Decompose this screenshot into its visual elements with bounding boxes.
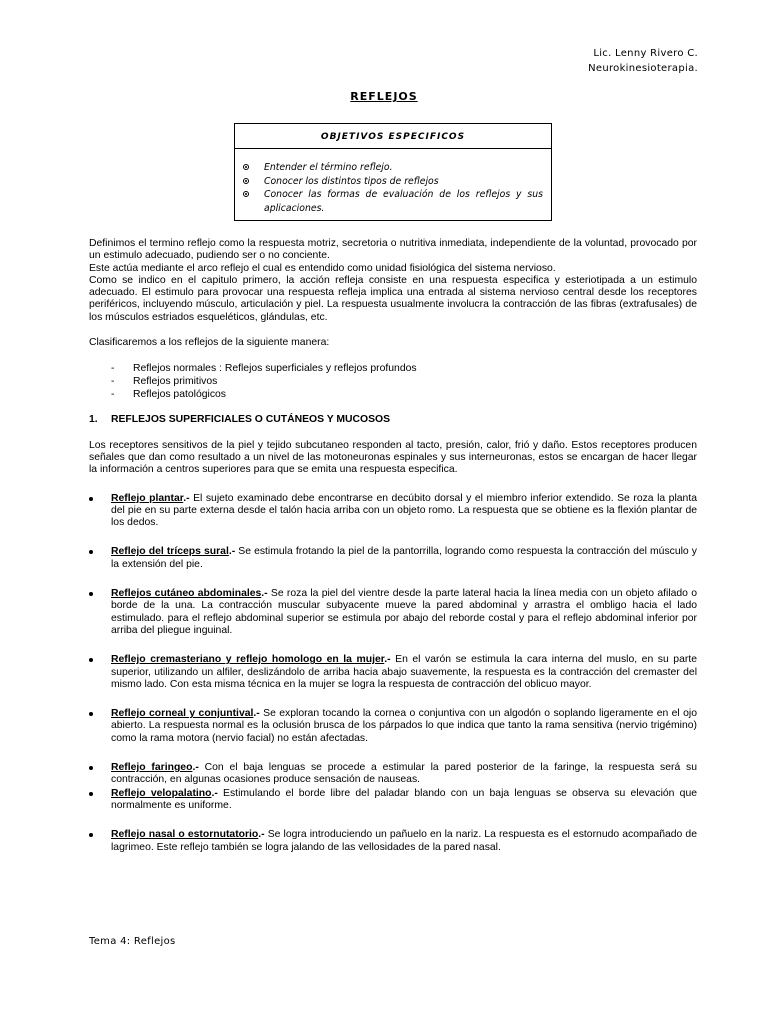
- bullet-dot-icon: [89, 712, 93, 716]
- reflex-suffix: .-: [192, 762, 199, 774]
- objective-item: [243, 188, 543, 215]
- reflex-suffix: .-: [384, 654, 391, 666]
- reflex-name: Reflejo plantar: [111, 492, 184, 504]
- objective-text: Entender el término reflejo.: [264, 162, 393, 173]
- reflex-name: Reflejo faringeo: [111, 762, 193, 774]
- objectives-box: [234, 123, 552, 221]
- intro-paragraph: Este actúa mediante el arco reflejo el cual es entendido como unidad fisiológica del sistema nervioso.: [89, 262, 556, 274]
- author-block: [588, 46, 698, 76]
- bullet-dot-icon: [89, 592, 93, 596]
- section-heading: [89, 414, 697, 426]
- reflex-name: Reflejo nasal o estornutatorio: [111, 829, 259, 841]
- circle-bullet-icon: [243, 178, 249, 184]
- objective-item: [243, 161, 543, 175]
- reflex-name: Reflejo del tríceps sural: [111, 546, 229, 558]
- list-item: - Reflejos patológicos: [111, 388, 697, 401]
- reflex-item: [89, 788, 697, 813]
- classification-intro: Clasificaremos a los reflejos de la siguiente manera:: [89, 337, 330, 349]
- reflex-suffix: .-: [258, 829, 265, 841]
- section-title: REFLEJOS SUPERFICIALES O CUTÁNEOS Y MUCOSOS: [111, 414, 391, 426]
- reflex-suffix: .-: [261, 588, 268, 600]
- reflex-description: Se exploran tocando la cornea o conjuntiva con un algodón o soplando ligeramente en el ojo abierto. La respuesta normal es la oclusión brusca de los párpados lo que indica que tanto la rama sensitiva (nervio trigémino) como la rama motora (nervio facial) no están afectadas.: [111, 708, 697, 744]
- classification-list: [89, 362, 697, 401]
- reflex-item: [89, 546, 697, 571]
- reflex-item: [89, 588, 697, 637]
- page-title: REFLEJOS: [350, 90, 418, 103]
- objective-item: [243, 175, 543, 189]
- reflex-suffix: .-: [253, 708, 260, 720]
- reflex-name: Reflejo cremasteriano y reflejo homologo en la mujer: [111, 654, 385, 666]
- reflex-item: [89, 708, 697, 745]
- reflex-item: [89, 829, 697, 854]
- intro-paragraph: Como se indico en el capitulo primero, la acción refleja consiste en una respuesta especifica y esteriotipada a un estimulo adecuado. El estimulo para provocar una respuesta refleja implica una entrada al sistema nervioso central desde los receptores periféricos, incluyendo músculo, articulación y piel. La respuesta usualmente involucra la contracción de las fibras (extrafusales) de los músculos estriados esqueléticos, glándulas, etc.: [89, 274, 697, 323]
- section-number: 1.: [89, 414, 98, 426]
- objectives-heading: OBJETIVOS ESPECIFICOS: [235, 124, 551, 149]
- objectives-list: [235, 149, 551, 215]
- bullet-dot-icon: [89, 792, 93, 796]
- section-intro: Los receptores sensitivos de la piel y tejido subcutaneo responden al tacto, presión, calor, frió y daño. Estos receptores producen señales que dan como resultado a un nivel de las motoneuronas espinales y sus interneuronas, estos se encargan de hacer llegar la información a centros superiores para que se emita una respuesta especifica.: [89, 439, 697, 476]
- list-item: - Reflejos normales : Reflejos superficiales y reflejos profundos: [111, 362, 697, 375]
- reflex-description: Se roza la piel del vientre desde la parte lateral hacia la línea media con un objeto afilado o borde de la una. La contracción muscular subyacente mueve la pared abdominal y arrastra el ombligo hacia el lado estimulado. para el reflejo abdominal superior se estimula por abajo del reborde costal y para el reflejo abdominal inferior por arriba del pliegue inguinal.: [111, 588, 697, 636]
- reflex-item: [89, 762, 697, 787]
- reflex-description: El sujeto examinado debe encontrarse en decúbito dorsal y el miembro inferior extendido. Se roza la planta del pie en su parte externa desde el talón hacia arriba con un objeto romo. La respuesta que se obtiene es la flexión plantar de los dedos.: [111, 492, 697, 529]
- list-item: - Reflejos primitivos: [111, 375, 697, 388]
- reflex-suffix: .-: [228, 546, 236, 558]
- circle-bullet-icon: [243, 191, 249, 197]
- reflex-description: Estimulando el borde libre del paladar blando con un baja lenguas se observa su elevación que normalmente es uniforme.: [111, 787, 697, 811]
- reflex-item: [89, 493, 697, 530]
- reflex-suffix: .-: [211, 787, 218, 799]
- reflex-suffix: .-: [183, 492, 190, 504]
- reflex-name: Reflejo corneal y conjuntival: [111, 708, 254, 720]
- objective-text: Conocer los distintos tipos de reflejos: [264, 175, 439, 187]
- reflex-name: Reflejos cutáneo abdominales: [111, 588, 262, 600]
- document-body: [89, 238, 697, 854]
- reflex-description: En el varón se estimula la cara interna del muslo, en su parte superior, utilizando un alfiler, deslizándolo de arriba hacia abajo suavemente, la respuesta es la contracción del cremaster del mismo lado. Con esta misma técnica en la mujer se logra la respuesta de contracción del oblicuo mayor.: [111, 654, 697, 690]
- author-name: Lic. Lenny Rivero C.: [593, 48, 698, 59]
- intro-paragraph: Definimos el termino reflejo como la respuesta motriz, secretoria o nutritiva inmediata, independiente de la voluntad, provocado por un estimulo adecuado, pudiendo ser o no conciente.: [89, 238, 697, 262]
- bullet-dot-icon: [89, 833, 93, 837]
- reflex-item: [89, 654, 697, 691]
- reflex-description: Se estimula frotando la piel de la pantorrilla, logrando como respuesta la contracción del músculo y la extensión del pie.: [111, 546, 697, 570]
- reflex-description: Se logra introduciendo un pañuelo en la nariz. La respuesta es el estornudo acompañado de lagrimeo. Este reflejo también se logra jalando de las vellosidades de la pared nasal.: [111, 829, 697, 853]
- reflex-description: Con el baja lenguas se procede a estimular la pared posterior de la faringe, la respuesta será su contracción, en algunas ocasiones produce sensación de nauseas.: [111, 762, 697, 786]
- bullet-dot-icon: [89, 766, 93, 770]
- objective-text: Conocer las formas de evaluación de los reflejos y sus aplicaciones.: [264, 189, 543, 214]
- page-footer: Tema 4: Reflejos: [89, 936, 176, 947]
- circle-bullet-icon: [243, 164, 249, 170]
- bullet-dot-icon: [89, 497, 93, 501]
- bullet-dot-icon: [89, 550, 93, 554]
- author-specialty: Neurokinesioterapia.: [588, 63, 698, 74]
- bullet-dot-icon: [89, 658, 93, 662]
- reflex-name: Reflejo velopalatino: [111, 787, 212, 799]
